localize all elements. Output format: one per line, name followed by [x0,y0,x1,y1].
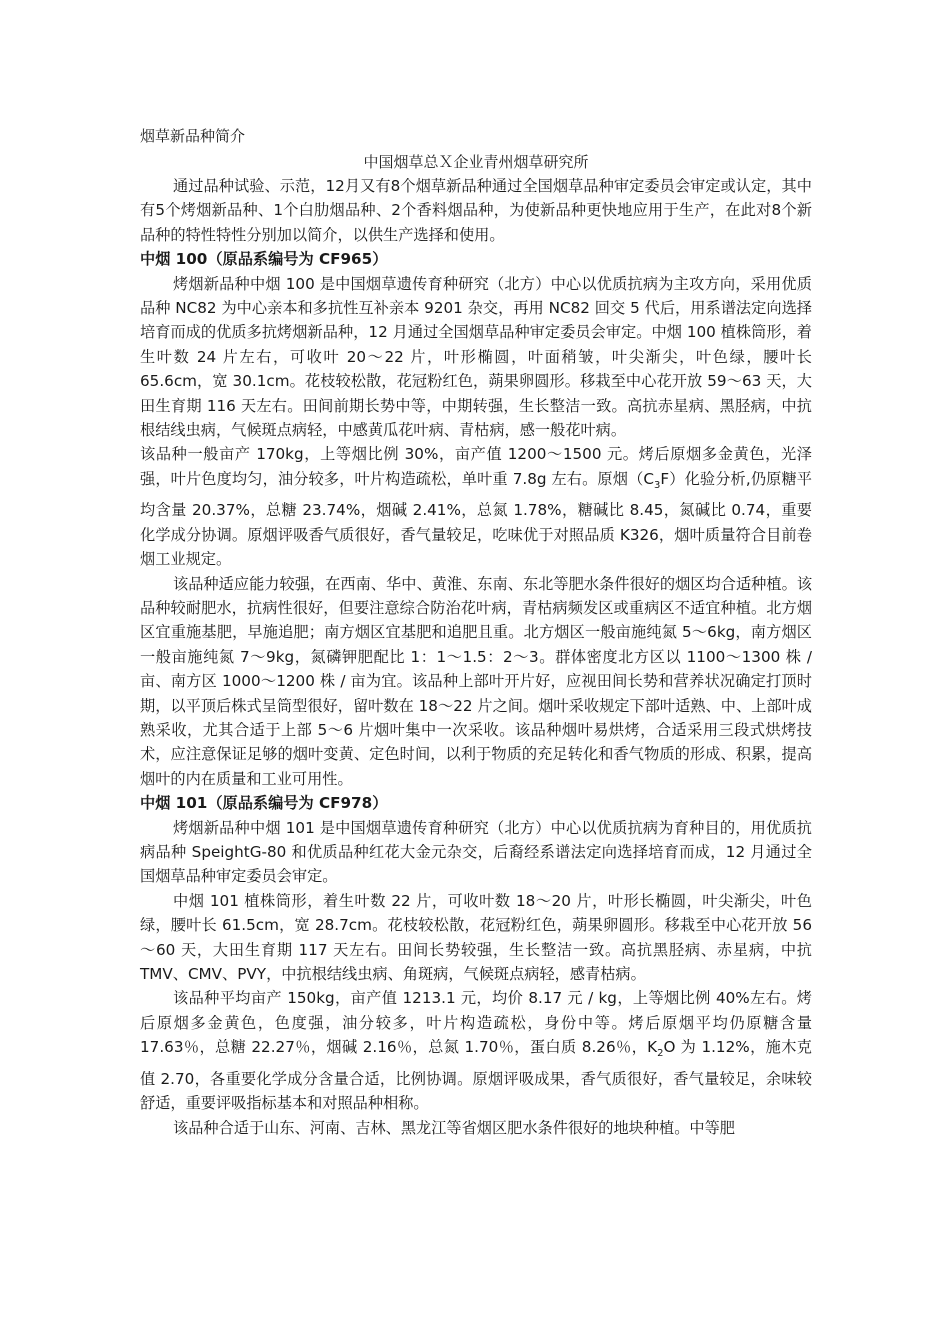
document-page [140,124,812,1140]
variety2-paragraph-4: 该品种合适于山东、河南、吉林、黑龙江等省烟区肥水条件很好的地块种植。中等肥 [173,1118,735,1137]
variety-heading-zhongyan-101: 中烟 101（原品系编号为 CF978） [140,794,388,813]
variety2-paragraph-3: 该品种平均亩产 150kg，亩产值 1213.1 元，均价 8.17 元 / kg，上等烟比例 40%左右。烤后原烟多金黄色，色度强，油分较多，叶片构造疏松，身份中等。烤后原烟平均仍原糖含量 17.63％，总糖 22.27％，烟碱 2.16％，总氮 1.70％，蛋白质 8.26％，$K_2O$ 为 1.12%，施木克值 2.70，各重要化学成分含量合适，比例协调。原烟评吸成果，香气质很好，香气量较足，余味较舒适，重要评吸指标基本和对照品种相称。 [140,989,812,1113]
intro-paragraph: 通过品种试验、示范，12月又有8个烟草新品种通过全国烟草品种审定委员会审定或认定，其中有5个烤烟新品种、1个白肋烟品种、2个香料烟品种，为使新品种更快地应用于生产，在此对8个新品种的特性特性分别加以简介，以供生产选择和使用。 [140,177,812,244]
variety-heading-zhongyan-100: 中烟 100（原品系编号为 CF965） [140,250,388,269]
variety2-paragraph-2: 中烟 101 植株筒形，着生叶数 22 片，可收叶数 18～20 片，叶形长椭圆，叶尖渐尖，叶色绿，腰叶长 61.5cm，宽 28.7cm。花枝较松散，花冠粉红色，蒴果卵圆形。移栽至中心花开放 56～60 天，大田生育期 117 天左右。田间长势较强，生长整洁一致。高抗黑胫病、赤星病，中抗 TMV、CMV、PVY，中抗根结线虫病、角斑病，气候斑点病轻，感青枯病。 [140,891,812,984]
variety1-paragraph-1: 烤烟新品种中烟 100 是中国烟草遗传育种研究（北方）中心以优质抗病为主攻方向，采用优质品种 NC82 为中心亲本和多抗性互补亲本 9201 杂交，再用 NC82 回交 5 代后，用系谱法定向选择培育而成的优质多抗烤烟新品种，12 月通过全国烟草品种审定委员会审定。中烟 100 植株筒形，着生叶数 24 片左右，可收叶 20～22 片，叶形椭圆，叶面稍皱，叶尖渐尖，叶色绿，腰叶长 65.6cm，宽 30.1cm。花枝较松散，花冠粉红色，蒴果卵圆形。移栽至中心花开放 59～63 天，大田生育期 116 天左右。田间前期长势中等，中期转强，生长整洁一致。高抗赤星病、黑胫病，中抗根结线虫病，气候斑点病轻，中感黄瓜花叶病、青枯病，感一般花叶病。 [140,274,812,440]
variety1-paragraph-2: 该品种一般亩产 170kg，上等烟比例 30%，亩产值 1200～1500 元。烤后原烟多金黄色，光泽强，叶片色度均匀，油分较多，叶片构造疏松，单叶重 7.8g 左右。原烟$(C_3F)$化验分析,仍原糖平均含量 20.37%，总糖 23.74%，烟碱 2.41%，总氮 1.78%，糖碱比 8.45，氮碱比 0.74，重要化学成分协调。原烟评吸香气质很好，香气量较足，吃味优于对照品质 K326，烟叶质量符合目前卷烟工业规定。 [140,445,812,569]
organization-title: 中国烟草总Ｘ企业青州烟草研究所 [363,153,589,171]
variety2-paragraph-1: 烤烟新品种中烟 101 是中国烟草遗传育种研究（北方）中心以优质抗病为育种目的，用优质抗病品种 SpeightG-80 和优质品种红花大金元杂交，后裔经系谱法定向选择培育而成，12 月通过全国烟草品种审定委员会审定。 [140,818,812,886]
variety1-paragraph-3: 该品种适应能力较强，在西南、华中、黄淮、东南、东北等肥水条件很好的烟区均合适种植。该品种较耐肥水，抗病性很好，但要注意综合防治花叶病，青枯病频发区或重病区不适宜种植。北方烟区宜重施基肥，早施追肥；南方烟区宜基肥和追肥且重。北方烟区一般亩施纯氮 5～6kg，南方烟区一般亩施纯氮 7～9kg，氮磷钾肥配比 1：1～1.5：2～3。群体密度北方区以 1100～1300 株 / 亩、南方区 1000～1200 株 / 亩为宜。该品种上部叶开片好，应视田间长势和营养状况确定打顶时期，以平顶后株式呈筒型很好，留叶数在 18～22 片之间。烟叶采收规定下部叶适熟、中、上部叶成熟采收，尤其合适于上部 5～6 片烟叶集中一次采收。该品种烟叶易烘烤，合适采用三段式烘烤技术，应注意保证足够的烟叶变黄、定色时间，以利于物质的充足转化和香气物质的形成、积累，提高烟叶的内在质量和工业可用性。 [140,574,812,788]
document-label: 烟草新品种简介 [140,127,246,145]
